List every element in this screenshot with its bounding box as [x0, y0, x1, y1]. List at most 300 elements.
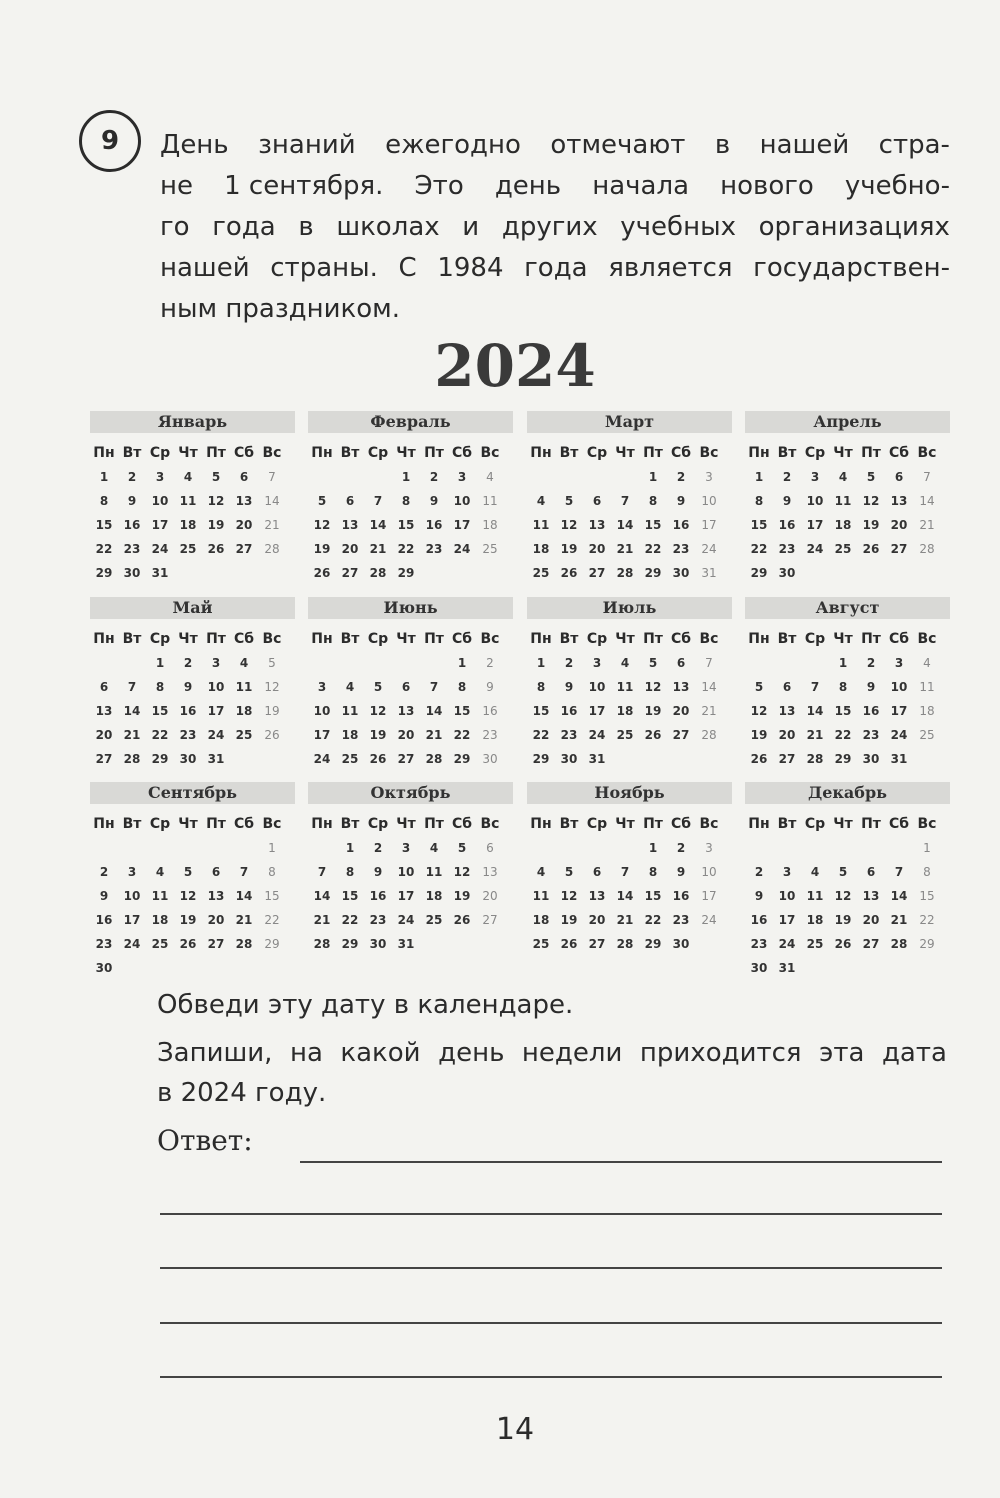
day-cell[interactable]: 22	[151, 728, 169, 742]
day-cell[interactable]: 20	[397, 728, 415, 742]
day-cell[interactable]: 13	[397, 704, 415, 718]
day-cell[interactable]: 7	[923, 470, 931, 484]
day-cell[interactable]: 13	[862, 889, 880, 903]
day-cell[interactable]: 3	[705, 841, 713, 855]
day-cell[interactable]: 21	[123, 728, 141, 742]
day-cell[interactable]: 17	[151, 518, 169, 532]
day-cell[interactable]: 28	[701, 728, 717, 742]
day-cell[interactable]: 24	[806, 542, 824, 556]
day-cell[interactable]: 24	[151, 542, 169, 556]
day-cell[interactable]: 14	[235, 889, 253, 903]
day-cell[interactable]: 23	[750, 937, 768, 951]
day-cell[interactable]: 5	[317, 494, 327, 508]
day-cell[interactable]: 6	[782, 680, 792, 694]
day-cell[interactable]: 23	[179, 728, 197, 742]
day-cell[interactable]: 16	[482, 704, 498, 718]
day-cell[interactable]: 14	[919, 494, 935, 508]
day-cell[interactable]: 10	[313, 704, 331, 718]
day-cell[interactable]: 9	[782, 494, 792, 508]
day-cell[interactable]: 7	[373, 494, 383, 508]
day-cell[interactable]: 20	[890, 518, 908, 532]
day-cell[interactable]: 27	[207, 937, 225, 951]
day-cell[interactable]: 30	[482, 752, 498, 766]
day-cell[interactable]: 17	[123, 913, 141, 927]
day-cell[interactable]: 12	[264, 680, 280, 694]
day-cell[interactable]: 2	[676, 470, 686, 484]
day-cell[interactable]: 29	[644, 937, 662, 951]
day-cell[interactable]: 29	[397, 566, 415, 580]
day-cell[interactable]: 28	[919, 542, 935, 556]
day-cell[interactable]: 10	[701, 494, 717, 508]
day-cell[interactable]: 13	[588, 518, 606, 532]
day-cell[interactable]: 13	[672, 680, 690, 694]
day-cell[interactable]: 25	[179, 542, 197, 556]
day-cell[interactable]: 18	[151, 913, 169, 927]
day-cell[interactable]: 20	[778, 728, 796, 742]
day-cell[interactable]: 4	[838, 470, 848, 484]
day-cell[interactable]: 26	[750, 752, 768, 766]
day-cell[interactable]: 16	[672, 518, 690, 532]
day-cell[interactable]: 8	[401, 494, 411, 508]
day-cell[interactable]: 12	[644, 680, 662, 694]
day-cell[interactable]: 5	[866, 470, 876, 484]
day-cell[interactable]: 24	[397, 913, 415, 927]
day-cell[interactable]: 1	[99, 470, 109, 484]
day-cell[interactable]: 25	[425, 913, 443, 927]
day-cell[interactable]: 16	[778, 518, 796, 532]
day-cell[interactable]: 2	[782, 470, 792, 484]
day-cell[interactable]: 17	[207, 704, 225, 718]
day-cell[interactable]: 10	[806, 494, 824, 508]
day-cell[interactable]: 4	[536, 494, 546, 508]
day-cell[interactable]: 15	[834, 704, 852, 718]
day-cell[interactable]: 9	[183, 680, 193, 694]
day-cell[interactable]: 2	[373, 841, 383, 855]
day-cell[interactable]: 19	[750, 728, 768, 742]
day-cell[interactable]: 8	[648, 865, 658, 879]
day-cell[interactable]: 24	[588, 728, 606, 742]
day-cell[interactable]: 19	[560, 913, 578, 927]
answer-line[interactable]	[160, 1322, 942, 1324]
day-cell[interactable]: 1	[268, 841, 276, 855]
day-cell[interactable]: 26	[644, 728, 662, 742]
day-cell[interactable]: 8	[754, 494, 764, 508]
day-cell[interactable]: 25	[532, 566, 550, 580]
day-cell[interactable]: 28	[806, 752, 824, 766]
day-cell[interactable]: 26	[834, 937, 852, 951]
day-cell[interactable]: 14	[425, 704, 443, 718]
day-cell[interactable]: 10	[123, 889, 141, 903]
day-cell[interactable]: 11	[806, 889, 824, 903]
day-cell[interactable]: 15	[919, 889, 935, 903]
day-cell[interactable]: 31	[397, 937, 415, 951]
day-cell[interactable]: 11	[235, 680, 253, 694]
day-cell[interactable]: 30	[672, 566, 690, 580]
day-cell[interactable]: 22	[644, 913, 662, 927]
day-cell[interactable]: 13	[235, 494, 253, 508]
day-cell[interactable]: 19	[834, 913, 852, 927]
day-cell[interactable]: 30	[179, 752, 197, 766]
day-cell[interactable]: 24	[890, 728, 908, 742]
day-cell[interactable]: 4	[536, 865, 546, 879]
day-cell[interactable]: 12	[453, 865, 471, 879]
day-cell[interactable]: 3	[317, 680, 327, 694]
day-cell[interactable]: 24	[453, 542, 471, 556]
day-cell[interactable]: 25	[532, 937, 550, 951]
day-cell[interactable]: 9	[866, 680, 876, 694]
day-cell[interactable]: 2	[429, 470, 439, 484]
day-cell[interactable]: 21	[806, 728, 824, 742]
day-cell[interactable]: 19	[862, 518, 880, 532]
day-cell[interactable]: 2	[99, 865, 109, 879]
day-cell[interactable]: 4	[345, 680, 355, 694]
day-cell[interactable]: 27	[397, 752, 415, 766]
day-cell[interactable]: 28	[890, 937, 908, 951]
day-cell[interactable]: 19	[313, 542, 331, 556]
day-cell[interactable]: 1	[401, 470, 411, 484]
day-cell[interactable]: 18	[806, 913, 824, 927]
day-cell[interactable]: 10	[151, 494, 169, 508]
day-cell[interactable]: 18	[616, 704, 634, 718]
day-cell[interactable]: 22	[397, 542, 415, 556]
day-cell[interactable]: 18	[235, 704, 253, 718]
day-cell[interactable]: 19	[644, 704, 662, 718]
day-cell[interactable]: 30	[560, 752, 578, 766]
day-cell[interactable]: 15	[453, 704, 471, 718]
day-cell[interactable]: 17	[890, 704, 908, 718]
day-cell[interactable]: 16	[560, 704, 578, 718]
answer-line[interactable]	[160, 1213, 942, 1215]
day-cell[interactable]: 9	[373, 865, 383, 879]
day-cell[interactable]: 9	[676, 494, 686, 508]
day-cell[interactable]: 23	[95, 937, 113, 951]
day-cell[interactable]: 13	[207, 889, 225, 903]
day-cell[interactable]: 18	[425, 889, 443, 903]
day-cell[interactable]: 28	[369, 566, 387, 580]
day-cell[interactable]: 28	[616, 937, 634, 951]
day-cell[interactable]: 11	[425, 865, 443, 879]
day-cell[interactable]: 23	[369, 913, 387, 927]
day-cell[interactable]: 16	[750, 913, 768, 927]
day-cell[interactable]: 22	[95, 542, 113, 556]
day-cell[interactable]: 29	[750, 566, 768, 580]
day-cell[interactable]: 17	[701, 889, 717, 903]
day-cell[interactable]: 23	[425, 542, 443, 556]
day-cell[interactable]: 22	[750, 542, 768, 556]
day-cell[interactable]: 14	[616, 518, 634, 532]
day-cell[interactable]: 18	[482, 518, 498, 532]
day-cell[interactable]: 30	[672, 937, 690, 951]
day-cell[interactable]: 6	[486, 841, 494, 855]
day-cell[interactable]: 2	[183, 656, 193, 670]
day-cell[interactable]: 28	[264, 542, 280, 556]
day-cell[interactable]: 6	[401, 680, 411, 694]
day-cell[interactable]: 19	[453, 889, 471, 903]
day-cell[interactable]: 16	[179, 704, 197, 718]
day-cell[interactable]: 31	[588, 752, 606, 766]
day-cell[interactable]: 26	[207, 542, 225, 556]
day-cell[interactable]: 14	[264, 494, 280, 508]
day-cell[interactable]: 17	[701, 518, 717, 532]
day-cell[interactable]: 13	[778, 704, 796, 718]
day-cell[interactable]: 23	[123, 542, 141, 556]
day-cell[interactable]: 19	[560, 542, 578, 556]
day-cell[interactable]: 7	[620, 494, 630, 508]
day-cell[interactable]: 4	[486, 470, 494, 484]
day-cell[interactable]: 24	[313, 752, 331, 766]
day-cell[interactable]: 30	[123, 566, 141, 580]
day-cell[interactable]: 11	[341, 704, 359, 718]
day-cell[interactable]: 26	[369, 752, 387, 766]
day-cell[interactable]: 8	[268, 865, 276, 879]
day-cell[interactable]: 21	[425, 728, 443, 742]
day-cell[interactable]: 1	[648, 470, 658, 484]
day-cell[interactable]: 28	[425, 752, 443, 766]
day-cell[interactable]: 2	[564, 656, 574, 670]
day-cell[interactable]: 6	[676, 656, 686, 670]
day-cell[interactable]: 9	[486, 680, 494, 694]
day-cell[interactable]: 14	[806, 704, 824, 718]
day-cell[interactable]: 2	[754, 865, 764, 879]
day-cell[interactable]: 11	[482, 494, 498, 508]
day-cell[interactable]: 25	[919, 728, 935, 742]
day-cell[interactable]: 9	[754, 889, 764, 903]
day-cell[interactable]: 25	[806, 937, 824, 951]
day-cell[interactable]: 29	[151, 752, 169, 766]
day-cell[interactable]: 15	[264, 889, 280, 903]
day-cell[interactable]: 20	[588, 913, 606, 927]
day-cell[interactable]: 23	[672, 542, 690, 556]
day-cell[interactable]: 25	[341, 752, 359, 766]
day-cell[interactable]: 4	[620, 656, 630, 670]
day-cell[interactable]: 26	[560, 566, 578, 580]
day-cell[interactable]: 9	[99, 889, 109, 903]
day-cell[interactable]: 1	[457, 656, 467, 670]
day-cell[interactable]: 1	[155, 656, 165, 670]
day-cell[interactable]: 3	[457, 470, 467, 484]
day-cell[interactable]: 16	[369, 889, 387, 903]
day-cell[interactable]: 20	[341, 542, 359, 556]
day-cell[interactable]: 10	[207, 680, 225, 694]
day-cell[interactable]: 18	[532, 913, 550, 927]
day-cell[interactable]: 5	[564, 494, 574, 508]
day-cell[interactable]: 20	[95, 728, 113, 742]
day-cell[interactable]: 10	[890, 680, 908, 694]
day-cell[interactable]: 12	[834, 889, 852, 903]
day-cell[interactable]: 27	[482, 913, 498, 927]
day-cell[interactable]: 9	[429, 494, 439, 508]
day-cell[interactable]: 9	[676, 865, 686, 879]
day-cell[interactable]: 5	[838, 865, 848, 879]
day-cell[interactable]: 14	[123, 704, 141, 718]
day-cell[interactable]: 12	[207, 494, 225, 508]
day-cell[interactable]: 3	[155, 470, 165, 484]
day-cell[interactable]: 27	[862, 937, 880, 951]
day-cell[interactable]: 13	[588, 889, 606, 903]
day-cell[interactable]: 23	[482, 728, 498, 742]
day-cell[interactable]: 15	[532, 704, 550, 718]
day-cell[interactable]: 21	[890, 913, 908, 927]
day-cell[interactable]: 27	[95, 752, 113, 766]
day-cell[interactable]: 21	[701, 704, 717, 718]
day-cell[interactable]: 6	[239, 470, 249, 484]
day-cell[interactable]: 8	[155, 680, 165, 694]
day-cell[interactable]: 15	[397, 518, 415, 532]
day-cell[interactable]: 24	[701, 542, 717, 556]
day-cell[interactable]: 22	[264, 913, 280, 927]
day-cell[interactable]: 23	[778, 542, 796, 556]
day-cell[interactable]: 1	[345, 841, 355, 855]
day-cell[interactable]: 3	[592, 656, 602, 670]
day-cell[interactable]: 13	[482, 865, 498, 879]
day-cell[interactable]: 22	[532, 728, 550, 742]
day-cell[interactable]: 26	[179, 937, 197, 951]
day-cell[interactable]: 1	[923, 841, 931, 855]
day-cell[interactable]: 12	[369, 704, 387, 718]
day-cell[interactable]: 12	[179, 889, 197, 903]
day-cell[interactable]: 29	[644, 566, 662, 580]
day-cell[interactable]: 11	[179, 494, 197, 508]
day-cell[interactable]: 6	[592, 865, 602, 879]
day-cell[interactable]: 3	[782, 865, 792, 879]
day-cell[interactable]: 11	[616, 680, 634, 694]
day-cell[interactable]: 25	[834, 542, 852, 556]
day-cell[interactable]: 25	[235, 728, 253, 742]
day-cell[interactable]: 16	[425, 518, 443, 532]
day-cell[interactable]: 12	[560, 889, 578, 903]
day-cell[interactable]: 24	[778, 937, 796, 951]
day-cell[interactable]: 3	[127, 865, 137, 879]
day-cell[interactable]: 17	[397, 889, 415, 903]
day-cell[interactable]: 8	[648, 494, 658, 508]
day-cell[interactable]: 10	[397, 865, 415, 879]
day-cell[interactable]: 12	[750, 704, 768, 718]
day-cell[interactable]: 29	[919, 937, 935, 951]
day-cell[interactable]: 5	[457, 841, 467, 855]
day-cell[interactable]: 10	[453, 494, 471, 508]
day-cell[interactable]: 5	[211, 470, 221, 484]
day-cell[interactable]: 7	[239, 865, 249, 879]
day-cell[interactable]: 24	[123, 937, 141, 951]
day-cell[interactable]: 20	[588, 542, 606, 556]
day-cell[interactable]: 2	[127, 470, 137, 484]
day-cell[interactable]: 28	[313, 937, 331, 951]
day-cell[interactable]: 12	[560, 518, 578, 532]
day-cell[interactable]: 18	[834, 518, 852, 532]
day-cell[interactable]: 20	[235, 518, 253, 532]
day-cell[interactable]: 10	[778, 889, 796, 903]
day-cell[interactable]: 8	[345, 865, 355, 879]
day-cell[interactable]: 12	[313, 518, 331, 532]
day-cell[interactable]: 30	[369, 937, 387, 951]
day-cell[interactable]: 21	[919, 518, 935, 532]
day-cell[interactable]: 31	[151, 566, 169, 580]
day-cell[interactable]: 29	[453, 752, 471, 766]
day-cell[interactable]: 7	[429, 680, 439, 694]
day-cell[interactable]: 22	[919, 913, 935, 927]
day-cell[interactable]: 5	[564, 865, 574, 879]
day-cell[interactable]: 16	[672, 889, 690, 903]
day-cell[interactable]: 27	[588, 566, 606, 580]
day-cell[interactable]: 3	[810, 470, 820, 484]
day-cell[interactable]: 23	[862, 728, 880, 742]
day-cell[interactable]: 21	[369, 542, 387, 556]
day-cell[interactable]: 26	[453, 913, 471, 927]
day-cell[interactable]: 7	[127, 680, 137, 694]
day-cell[interactable]: 18	[919, 704, 935, 718]
day-cell[interactable]: 17	[588, 704, 606, 718]
day-cell[interactable]: 19	[207, 518, 225, 532]
day-cell[interactable]: 16	[123, 518, 141, 532]
day-cell[interactable]: 27	[235, 542, 253, 556]
day-cell[interactable]: 3	[894, 656, 904, 670]
day-cell[interactable]: 18	[341, 728, 359, 742]
day-cell[interactable]: 30	[778, 566, 796, 580]
day-cell[interactable]: 20	[482, 889, 498, 903]
day-cell[interactable]: 29	[532, 752, 550, 766]
day-cell[interactable]: 21	[616, 542, 634, 556]
day-cell[interactable]: 4	[183, 470, 193, 484]
day-cell[interactable]: 22	[341, 913, 359, 927]
day-cell[interactable]: 27	[890, 542, 908, 556]
day-cell[interactable]: 4	[239, 656, 249, 670]
day-cell[interactable]: 5	[268, 656, 276, 670]
day-cell[interactable]: 19	[179, 913, 197, 927]
day-cell[interactable]: 8	[536, 680, 546, 694]
day-cell[interactable]: 16	[862, 704, 880, 718]
day-cell[interactable]: 18	[179, 518, 197, 532]
day-cell[interactable]: 14	[313, 889, 331, 903]
day-cell[interactable]: 3	[211, 656, 221, 670]
day-cell[interactable]: 2	[486, 656, 494, 670]
day-cell[interactable]: 11	[151, 889, 169, 903]
day-cell[interactable]: 23	[672, 913, 690, 927]
day-cell[interactable]: 1	[754, 470, 764, 484]
day-cell[interactable]: 27	[778, 752, 796, 766]
day-cell[interactable]: 11	[532, 889, 550, 903]
day-cell[interactable]: 14	[369, 518, 387, 532]
day-cell[interactable]: 15	[95, 518, 113, 532]
answer-line[interactable]	[160, 1267, 942, 1269]
day-cell[interactable]: 21	[264, 518, 280, 532]
day-cell[interactable]: 14	[890, 889, 908, 903]
day-cell[interactable]: 21	[313, 913, 331, 927]
day-cell[interactable]: 11	[532, 518, 550, 532]
day-cell[interactable]: 6	[211, 865, 221, 879]
day-cell[interactable]: 11	[834, 494, 852, 508]
day-cell[interactable]: 15	[750, 518, 768, 532]
day-cell[interactable]: 23	[560, 728, 578, 742]
day-cell[interactable]: 25	[616, 728, 634, 742]
day-cell[interactable]: 8	[99, 494, 109, 508]
day-cell[interactable]: 26	[313, 566, 331, 580]
day-cell[interactable]: 21	[616, 913, 634, 927]
day-cell[interactable]: 6	[345, 494, 355, 508]
day-cell[interactable]: 17	[453, 518, 471, 532]
answer-line[interactable]	[160, 1376, 942, 1378]
day-cell[interactable]: 4	[155, 865, 165, 879]
day-cell[interactable]: 9	[127, 494, 137, 508]
day-cell[interactable]: 15	[644, 889, 662, 903]
day-cell[interactable]: 26	[862, 542, 880, 556]
day-cell[interactable]: 22	[644, 542, 662, 556]
day-cell[interactable]: 25	[482, 542, 498, 556]
day-cell[interactable]: 1	[536, 656, 546, 670]
day-cell[interactable]: 4	[923, 656, 931, 670]
day-cell[interactable]: 7	[268, 470, 276, 484]
day-cell[interactable]: 6	[99, 680, 109, 694]
day-cell[interactable]: 7	[810, 680, 820, 694]
